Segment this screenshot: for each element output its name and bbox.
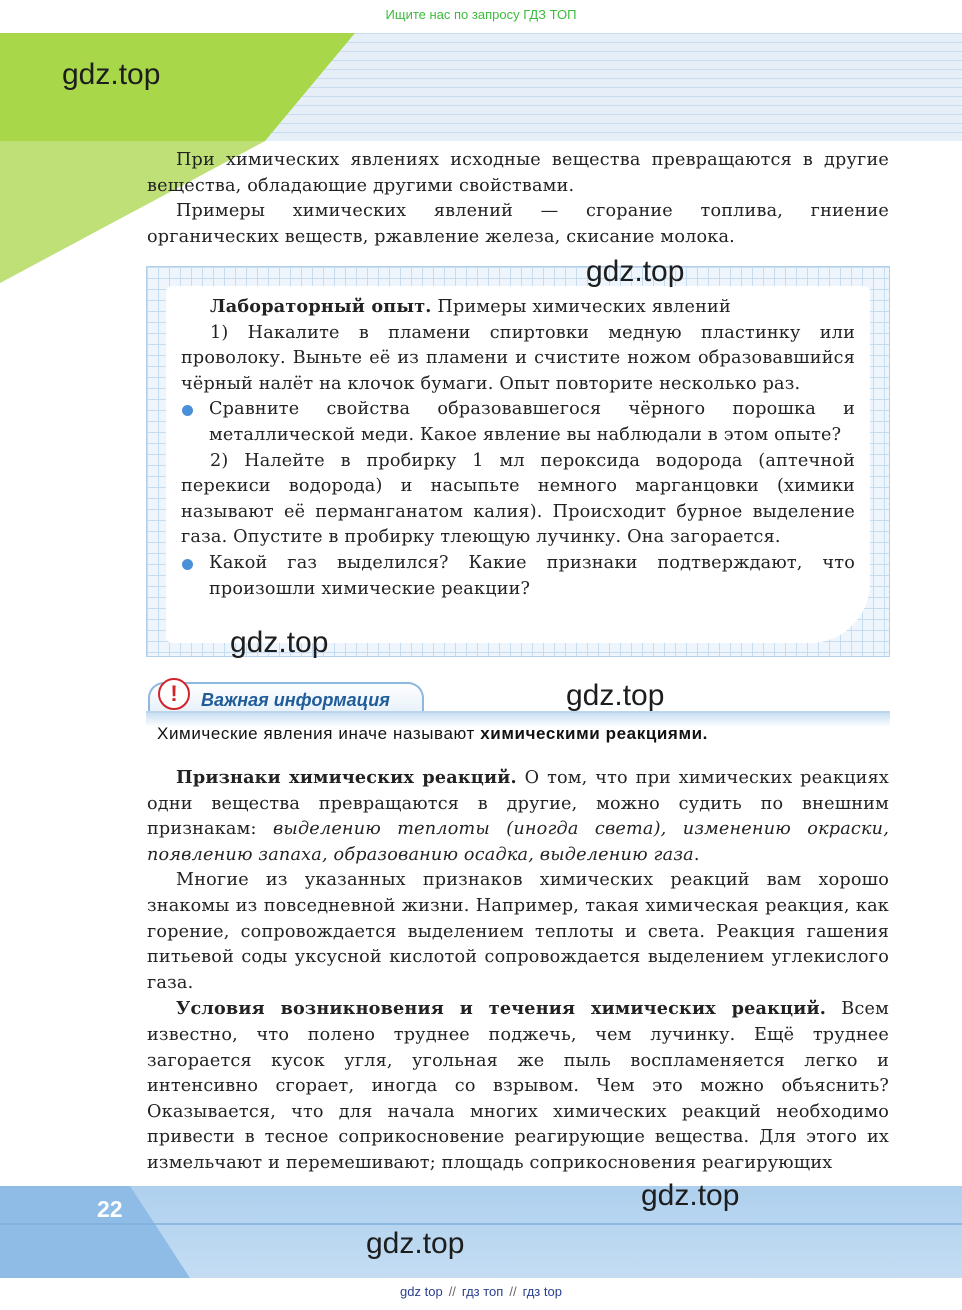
watermark: gdz.top bbox=[230, 626, 329, 659]
many-signs-paragraph: Многие из указанных признаков химических реакций вам хорошо знакомы из повседневной жизни. Например, такая химическая реакция, как горение, сопровождается выделением теплоты и света. Реакция гашения питьевой соды уксусной кислотой сопровождается выделением углекислого газа. bbox=[147, 870, 889, 993]
lab-experiment-text bbox=[181, 294, 855, 602]
footer-accent-shape bbox=[0, 1186, 962, 1278]
bottom-link-3[interactable]: гдз top bbox=[522, 1284, 562, 1299]
bottom-separator: // bbox=[448, 1284, 456, 1299]
exclamation-icon: ! bbox=[158, 678, 190, 710]
lab-step-2: 2) Налейте в пробирку 1 мл пероксида водорода (аптечной перекиси водорода) и насыпьте немного марганцовки (химики называют её перманганатом калия). Происходит бурное выделение газа. Опустите в пробирку тлеющую лучинку. Она загорается. bbox=[181, 450, 855, 548]
bottom-link-2[interactable]: гдз топ bbox=[461, 1284, 504, 1299]
signs-text: О том, что при химических реакциях одни вещества превращаются в другие, можно судить по внешним признакам: bbox=[147, 768, 889, 840]
bottom-link-1[interactable]: gdz top bbox=[400, 1284, 443, 1299]
lab-heading-bold: Лабораторный опыт. bbox=[210, 296, 432, 317]
signs-italic: выделению теплоты (иногда света), изменению окраски, появлению запаха, образованию осадка, выделению газа bbox=[147, 819, 890, 865]
conditions-text: Всем известно, что полено труднее поджечь, чем лучинку. Ещё труднее загорается кусок угля, угольная же пыль воспламеняется легко и интенсивно сгорает, иногда со взрывом. Чем это можно объяснить? Оказывается, что для начала многих химических реакций необходимо привести в тесное соприкосновение реагирующие вещества. Для этого их измельчают и перемешивают; площадь соприкосновения реагирующих bbox=[147, 999, 889, 1173]
lab-heading bbox=[181, 294, 855, 321]
watermark: gdz.top bbox=[566, 679, 665, 712]
intro-paragraph-1: При химических явлениях исходные вещества превращаются в другие вещества, обладающие другими свойствами. bbox=[147, 150, 889, 196]
watermark: gdz.top bbox=[586, 255, 685, 288]
lab-question-1: Сравните свойства образовавшегося чёрного порошка и металлической меди. Какое явление вы наблюдали в этом опыте? bbox=[181, 397, 855, 448]
conditions-paragraph bbox=[147, 996, 889, 1176]
important-info-title: Важная информация bbox=[201, 690, 390, 710]
lab-step-1: 1) Накалите в пламени спиртовки медную пластинку или проволоку. Выньте её из пламени и счистите ножом образовавшийся чёрный налёт на клочок бумаги. Опыт повторите несколько раз. bbox=[181, 322, 855, 394]
intro-paragraph-2: Примеры химических явлений — сгорание топлива, гниение органических веществ, ржавление железа, скисание молока. bbox=[147, 201, 889, 247]
lab-question-2: Какой газ выделился? Какие признаки подтверждают, что произошли химические реакции? bbox=[181, 551, 855, 602]
conditions-heading: Условия возникновения и течения химических реакций. bbox=[176, 998, 827, 1020]
lab-heading-rest: Примеры химических явлений bbox=[431, 297, 731, 317]
signs-end: . bbox=[693, 844, 700, 865]
info-text-plain: Химические явления иначе называют bbox=[157, 724, 481, 743]
intro-text bbox=[147, 148, 889, 250]
bottom-links-banner bbox=[0, 1284, 962, 1299]
info-text-bold: химическими реакциями. bbox=[480, 724, 709, 743]
watermark: gdz.top bbox=[641, 1179, 740, 1212]
bottom-separator: // bbox=[509, 1284, 517, 1299]
signs-heading: Признаки химических реакций. bbox=[176, 767, 517, 788]
watermark: gdz.top bbox=[62, 58, 161, 91]
top-search-banner: Ищите нас по запросу ГДЗ ТОП bbox=[385, 7, 577, 22]
signs-paragraph bbox=[147, 765, 889, 868]
important-info-text bbox=[157, 724, 708, 744]
watermark: gdz.top bbox=[366, 1227, 465, 1260]
main-text bbox=[147, 765, 889, 1177]
page-number: 22 bbox=[97, 1196, 123, 1222]
